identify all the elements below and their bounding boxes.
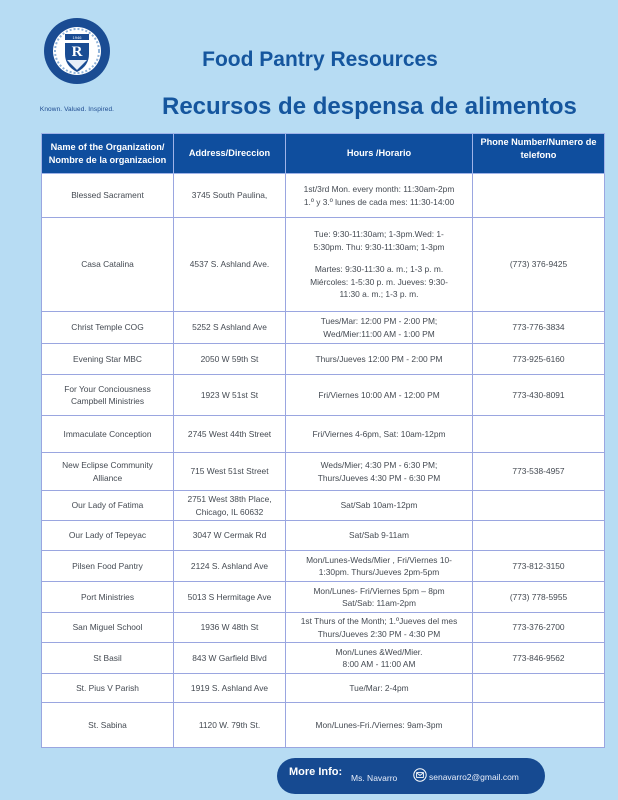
address-line: Chicago, IL 60632 <box>195 506 264 517</box>
org-name-line: New Eclipse Community <box>62 460 153 471</box>
hours-line: Fri/Viernes 10:00 AM - 12:00 PM <box>318 389 440 400</box>
table-row <box>42 416 605 453</box>
org-name-line: Alliance <box>92 472 123 483</box>
address-cell <box>174 613 286 643</box>
table-row <box>42 613 605 643</box>
org-name-cell <box>42 551 174 582</box>
org-name-cell <box>42 643 174 674</box>
contact-name: Ms. Navarro <box>351 773 398 783</box>
org-name-line: Our Lady of Tepeyac <box>68 530 147 541</box>
phone-cell <box>473 312 605 344</box>
phone-cell <box>473 344 605 375</box>
address-cell <box>174 491 286 521</box>
org-name-cell <box>42 582 174 613</box>
table-row <box>42 703 605 748</box>
phone-cell <box>473 521 605 551</box>
table-body <box>42 174 605 748</box>
hours-line: Thurs/Jueves 2:30 PM - 4:30 PM <box>317 628 441 639</box>
hours-line: Mon/Lunes-Weds/Mier , Fri/Viernes 10- <box>306 554 452 565</box>
table-row <box>42 453 605 491</box>
address-cell <box>174 453 286 491</box>
more-info-label: More Info: <box>289 766 343 778</box>
address-cell <box>174 643 286 674</box>
hours-cell <box>286 613 473 643</box>
hours-cell <box>286 703 473 748</box>
hours-cell <box>286 491 473 521</box>
org-name-line: Evening Star MBC <box>73 353 142 364</box>
table-row <box>42 582 605 613</box>
tagline: Known. Valued. Inspired. <box>39 106 115 113</box>
phone-text: 773-538-4957 <box>512 466 565 477</box>
hours-cell <box>286 643 473 674</box>
contact-email-link[interactable]: senavarro2@gmail.com <box>429 772 519 782</box>
phone-cell <box>473 491 605 521</box>
org-name-line: Our Lady of Fatima <box>71 500 144 511</box>
address-line: 1919 S. Ashland Ave <box>190 682 269 693</box>
hours-cell <box>286 453 473 491</box>
org-name-line: St. Sabina <box>88 719 127 730</box>
phone-text: 773-776-3834 <box>512 322 565 333</box>
hours-cell <box>286 582 473 613</box>
org-name-line: For Your Conciousness <box>64 383 151 394</box>
hours-line: Wed/Mier:11:00 AM - 1:00 PM <box>323 328 435 339</box>
phone-cell <box>473 375 605 416</box>
mail-icon <box>413 768 427 782</box>
address-line: 2751 West 38th Place, <box>187 494 272 505</box>
school-crest-icon <box>43 8 111 98</box>
org-name-cell <box>42 674 174 703</box>
hours-line: 1.º y 3.º lunes de cada mes: 11:30-14:00 <box>303 196 455 207</box>
hours-cell <box>286 551 473 582</box>
phone-cell <box>473 582 605 613</box>
org-name-line: St. Pius V Parish <box>76 682 139 693</box>
page-title: Food Pantry Resources <box>202 48 438 71</box>
hours-line: 5:30pm. Thu: 9:30-11:30am; 1-3pm <box>313 241 445 252</box>
address-line: 3047 W Cermak Rd <box>192 530 267 541</box>
table-row <box>42 344 605 375</box>
phone-cell <box>473 218 605 312</box>
address-cell <box>174 551 286 582</box>
phone-cell <box>473 703 605 748</box>
svg-text:1946: 1946 <box>72 35 82 40</box>
address-cell <box>174 674 286 703</box>
page-subtitle: Recursos de despensa de alimentos <box>162 93 577 120</box>
phone-cell <box>473 551 605 582</box>
hours-cell <box>286 344 473 375</box>
hours-cell <box>286 416 473 453</box>
org-name-line: Immaculate Conception <box>63 428 152 439</box>
hours-line: Thurs/Jueves 12:00 PM - 2:00 PM <box>315 353 443 364</box>
column-header-name: Name of the Organization/ Nombre de la organizacion <box>42 134 174 174</box>
hours-cell <box>286 375 473 416</box>
table-row <box>42 674 605 703</box>
phone-cell <box>473 174 605 218</box>
address-cell <box>174 582 286 613</box>
hours-line: 1st/3rd Mon. every month: 11:30am-2pm <box>303 184 455 195</box>
address-line: 1120 W. 79th St. <box>198 719 261 730</box>
phone-cell <box>473 416 605 453</box>
address-line: 5013 S Hermitage Ave <box>187 591 272 602</box>
org-name-line: St Basil <box>93 652 122 663</box>
hours-line: Sat/Sab 10am-12pm <box>340 500 418 511</box>
hours-cell <box>286 312 473 344</box>
column-header-phone: Phone Number/Numero de telefono <box>473 134 605 174</box>
table-row <box>42 643 605 674</box>
org-name-line: Campbell Ministries <box>70 396 145 406</box>
school-logo <box>12 8 142 113</box>
hours-line: Weds/Mier; 4:30 PM - 6:30 PM; <box>320 460 438 471</box>
org-name-cell <box>42 416 174 453</box>
table-row <box>42 521 605 551</box>
org-name-line: Christ Temple COG <box>71 322 144 333</box>
phone-cell <box>473 643 605 674</box>
hours-line: 1:30pm. Thurs/Jueves 2pm-5pm <box>318 567 440 577</box>
org-name-cell <box>42 521 174 551</box>
phone-text: 773-846-9562 <box>512 652 565 663</box>
org-name-cell <box>42 453 174 491</box>
hours-cell <box>286 674 473 703</box>
phone-text: 773-812-3150 <box>512 560 565 571</box>
address-line: 2124 S. Ashland Ave <box>190 560 269 571</box>
phone-text: (773) 778-5955 <box>509 591 568 602</box>
hours-cell <box>286 218 473 312</box>
address-cell <box>174 703 286 748</box>
address-cell <box>174 375 286 416</box>
hours-line: Tues/Mar: 12:00 PM - 2:00 PM; <box>320 316 438 327</box>
hours-cell <box>286 174 473 218</box>
more-info-banner <box>277 758 545 794</box>
table-row <box>42 491 605 521</box>
hours-line: 11:30 a. m.; 1-3 p. m. <box>339 289 419 300</box>
hours-line: Tue: 9:30-11:30am; 1-3pm.Wed: 1- <box>314 229 444 240</box>
address-cell <box>174 344 286 375</box>
table-header-row <box>42 134 605 174</box>
column-header-hours: Hours /Horario <box>286 134 473 174</box>
table-row <box>42 218 605 312</box>
org-name-cell <box>42 703 174 748</box>
address-line: 3745 South Paulina, <box>191 190 268 201</box>
hours-line <box>289 253 469 263</box>
address-line: 4537 S. Ashland Ave. <box>189 259 270 270</box>
hours-line: Mon/Lunes-Fri./Viernes: 9am-3pm <box>315 719 443 730</box>
phone-cell <box>473 613 605 643</box>
hours-line: Tue/Mar: 2-4pm <box>349 682 409 693</box>
org-name-cell <box>42 491 174 521</box>
hours-line: Miércoles: 1-5:30 p. m. Jueves: 9:30- <box>310 276 448 287</box>
hours-line: Fri/Viernes 4-6pm, Sat: 10am-12pm <box>312 428 446 439</box>
org-name-line: San Miguel School <box>72 622 143 633</box>
table-row <box>42 312 605 344</box>
address-line: 843 W Garfield Blvd <box>192 652 267 663</box>
phone-text: 773-376-2700 <box>512 622 565 633</box>
hours-cell <box>286 521 473 551</box>
org-name-cell <box>42 613 174 643</box>
address-cell <box>174 312 286 344</box>
address-line: 5252 S Ashland Ave <box>192 322 267 333</box>
org-name-line: Pilsen Food Pantry <box>72 560 143 571</box>
phone-cell <box>473 453 605 491</box>
phone-text: 773-430-8091 <box>512 389 565 400</box>
address-cell <box>174 416 286 453</box>
table-row <box>42 174 605 218</box>
hours-line: 8:00 AM - 11:00 AM <box>342 659 416 669</box>
table-row <box>42 551 605 582</box>
org-name-cell <box>42 375 174 416</box>
org-name-cell <box>42 174 174 218</box>
address-line: 2050 W 59th St <box>200 353 259 364</box>
address-cell <box>174 218 286 312</box>
address-cell <box>174 521 286 551</box>
address-line: 2745 West 44th Street <box>187 428 272 439</box>
address-cell <box>174 174 286 218</box>
hours-line: Sat/Sab 9-11am <box>349 530 409 541</box>
address-line: 1923 W 51st St <box>200 389 259 400</box>
org-name-line: Casa Catalina <box>81 259 134 270</box>
table-row <box>42 375 605 416</box>
hours-line: Mon/Lunes &Wed/Mier. <box>335 646 423 657</box>
hours-line: Martes: 9:30-11:30 a. m.; 1-3 p. m. <box>314 264 444 275</box>
hours-line: 1st Thurs of the Month; 1.ºJueves del mes <box>300 616 458 627</box>
phone-cell <box>473 674 605 703</box>
org-name-cell <box>42 344 174 375</box>
svg-text:R: R <box>71 44 83 60</box>
hours-line: Mon/Lunes- Fri/Viernes 5pm – 8pm <box>313 585 445 596</box>
address-line: 715 West 51st Street <box>190 466 269 477</box>
hours-line: Thurs/Jueves 4:30 PM - 6:30 PM <box>317 472 441 483</box>
phone-text: 773-925-6160 <box>512 353 565 364</box>
hours-line: Sat/Sab: 11am-2pm <box>342 598 416 608</box>
org-name-cell <box>42 312 174 344</box>
column-header-address: Address/Direccion <box>174 134 286 174</box>
org-name-line: Blessed Sacrament <box>71 190 144 201</box>
phone-text: (773) 376-9425 <box>509 259 568 270</box>
org-name-cell <box>42 218 174 312</box>
food-pantry-table <box>41 133 605 748</box>
org-name-line: Port Ministries <box>80 591 135 602</box>
address-line: 1936 W 48th St <box>200 622 259 633</box>
